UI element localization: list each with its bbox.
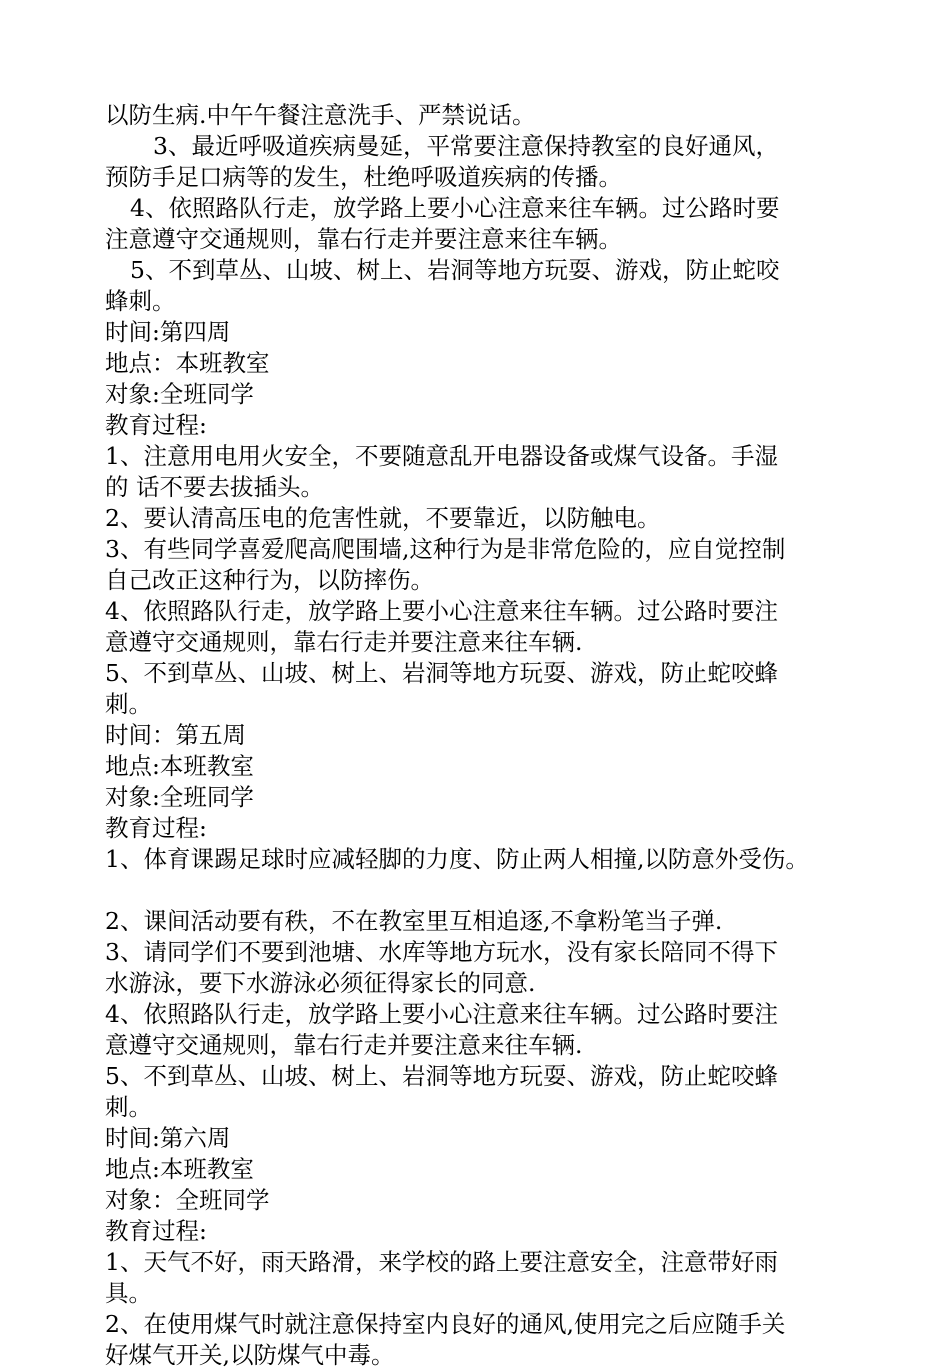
text-line: 5、不到草丛、山坡、树上、岩洞等地方玩耍、游戏，防止蛇咬蜂 [105,659,778,687]
text-line: 5、不到草丛、山坡、树上、岩洞等地方玩耍、游戏，防止蛇咬 [130,256,780,284]
text-line: 意遵守交通规则，靠右行走并要注意来往车辆. [105,1031,583,1059]
section-process-heading: 教育过程: [105,814,207,842]
text-line: 5、不到草丛、山坡、树上、岩洞等地方玩耍、游戏，防止蛇咬蜂 [105,1062,778,1090]
text-line: 1、体育课踢足球时应减轻脚的力度、防止两人相撞,以防意外受伤。 [105,845,809,873]
text-line: 注意遵守交通规则，靠右行走并要注意来往车辆。 [105,225,622,253]
text-line: 蜂刺。 [105,287,176,315]
section-process-heading: 教育过程: [105,1217,207,1245]
text-line: 4、依照路队行走，放学路上要小心注意来往车辆。过公路时要注 [105,597,778,625]
text-line: 3、最近呼吸道疾病曼延，平常要注意保持教室的良好通风， [153,132,779,160]
text-line: 水游泳，要下水游泳必须征得家长的同意. [105,969,536,997]
section-process-heading: 教育过程: [105,411,207,439]
text-line: 2、要认清高压电的危害性就，不要靠近，以防触电。 [105,504,661,532]
text-line: 4、依照路队行走，放学路上要小心注意来往车辆。过公路时要注 [105,1000,778,1028]
document-body [105,100,875,1371]
text-line: 4、依照路队行走，放学路上要小心注意来往车辆。过公路时要 [130,194,780,222]
text-line: 好煤气开关,以防煤气中毒。 [105,1341,395,1369]
text-line: 2、课间活动要有秩，不在教室里互相追逐,不拿粉笔当子弹. [105,907,723,935]
text-line: 自己改正这种行为，以防摔伤。 [105,566,434,594]
text-line: 1、天气不好，雨天路滑，来学校的路上要注意安全，注意带好雨 [105,1248,778,1276]
text-line: 刺。 [105,1093,152,1121]
section-time: 时间:第六周 [105,1124,231,1152]
section-time: 时间:第四周 [105,318,231,346]
text-line: 刺。 [105,690,152,718]
text-line: 预防手足口病等的发生，杜绝呼吸道疾病的传播。 [105,163,622,191]
blank-line [105,875,875,906]
text-line: 意遵守交通规则，靠右行走并要注意来往车辆. [105,628,583,656]
section-location: 地点:本班教室 [105,1155,254,1183]
text-line: 3、请同学们不要到池塘、水库等地方玩水，没有家长陪同不得下 [105,938,778,966]
text-line: 3、有些同学喜爱爬高爬围墙,这种行为是非常危险的，应自觉控制 [105,535,786,563]
section-time: 时间：第五周 [105,721,246,749]
text-line: 以防生病.中午午餐注意洗手、严禁说话。 [105,101,536,129]
text-line: 1、注意用电用火安全，不要随意乱开电器设备或煤气设备。手湿 [105,442,778,470]
text-line: 具。 [105,1279,152,1307]
section-location: 地点:本班教室 [105,752,254,780]
section-location: 地点：本班教室 [105,349,270,377]
section-audience: 对象：全班同学 [105,1186,270,1214]
section-audience: 对象:全班同学 [105,783,254,811]
text-line: 的 话不要去拔插头。 [105,473,324,501]
text-line: 2、在使用煤气时就注意保持室内良好的通风,使用完之后应随手关 [105,1310,786,1338]
section-audience: 对象:全班同学 [105,380,254,408]
